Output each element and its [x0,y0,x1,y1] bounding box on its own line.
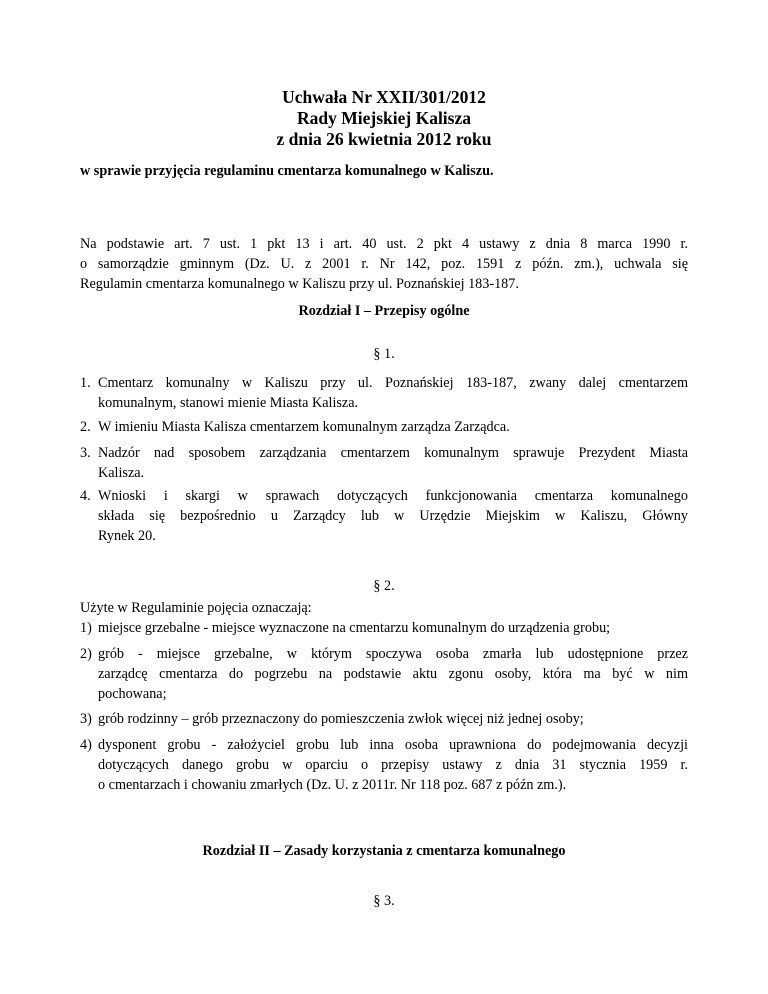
item-text: pochowana; [98,686,167,702]
chapter-1-title: Rozdział I – Przepisy ogólne [298,303,470,319]
item-text: komunalnym, stanowi mienie Miasta Kalisza. [98,395,359,411]
section-3-heading: § 3. [373,893,395,909]
item-text: składa się bezpośrednio u Zarządcy lub w Urzędzie Miejskim w Kaliszu, Główny [98,508,688,524]
item-number: 1) [80,620,92,636]
section-2-heading: § 2. [373,578,395,594]
item-number: 3) [80,711,92,727]
item-text: Kalisza. [98,465,145,481]
item-text: Wnioski i skargi w sprawach dotyczących funkcjonowania cmentarza komunalnego [98,488,688,504]
preamble-line: o samorządzie gminnym (Dz. U. z 2001 r. Nr 142, poz. 1591 z późn. zm.), uchwala się [80,256,688,272]
item-text: Rynek 20. [98,528,156,544]
preamble-line: Na podstawie art. 7 ust. 1 pkt 13 i art. 40 ust. 2 pkt 4 ustawy z dnia 8 marca 1990 r. [80,236,688,252]
item-number: 1. [80,375,91,391]
chapter-2-title: Rozdział II – Zasady korzystania z cmentarza komunalnego [202,843,566,859]
resolution-number: Uchwała Nr XXII/301/2012 [282,87,486,107]
resolution-subject: w sprawie przyjęcia regulaminu cmentarza komunalnego w Kaliszu. [80,163,494,179]
item-text: W imieniu Miasta Kalisza cmentarzem komunalnym zarządza Zarządca. [98,419,510,435]
section-2-intro: Użyte w Regulaminie pojęcia oznaczają: [80,600,312,616]
item-number: 2) [80,646,92,662]
item-text: Cmentarz komunalny w Kaliszu przy ul. Poznańskiej 183-187, zwany dalej cmentarzem [98,375,688,391]
item-text: grób - miejsce grzebalne, w którym spoczywa osoba zmarła lub udostępnione przez [98,646,688,662]
preamble [80,234,688,294]
item-text: o cmentarzach i chowaniu zmarłych (Dz. U. z 2011r. Nr 118 poz. 687 z późn zm.). [98,777,567,793]
item-number: 4) [80,737,92,753]
item-text: zarządcę cmentarza do pogrzebu na podstawie aktu zgonu osoby, która ma być w nim [98,666,688,682]
resolution-date: z dnia 26 kwietnia 2012 roku [276,129,492,149]
council-name: Rady Miejskiej Kalisza [296,108,471,128]
preamble-line: Regulamin cmentarza komunalnego w Kaliszu przy ul. Poznańskiej 183-187. [80,276,519,292]
item-number: 4. [80,488,91,504]
item-text: miejsce grzebalne - miejsce wyznaczone na cmentarzu komunalnym do urządzenia grobu; [98,620,611,636]
resolution-header [0,87,768,150]
item-text: dysponent grobu - założyciel grobu lub inna osoba uprawniona do podejmowania decyzji [98,737,688,753]
item-number: 3. [80,445,91,461]
item-text: grób rodzinny – grób przeznaczony do pomieszczenia zwłok więcej niż jednej osoby; [98,711,584,727]
item-number: 2. [80,419,91,435]
section-1-heading: § 1. [373,346,395,362]
item-text: Nadzór nad sposobem zarządzania cmentarzem komunalnym sprawuje Prezydent Miasta [98,445,688,461]
item-text: dotyczących danego grobu w oparciu o przepisy ustawy z dnia 31 stycznia 1959 r. [98,757,688,773]
